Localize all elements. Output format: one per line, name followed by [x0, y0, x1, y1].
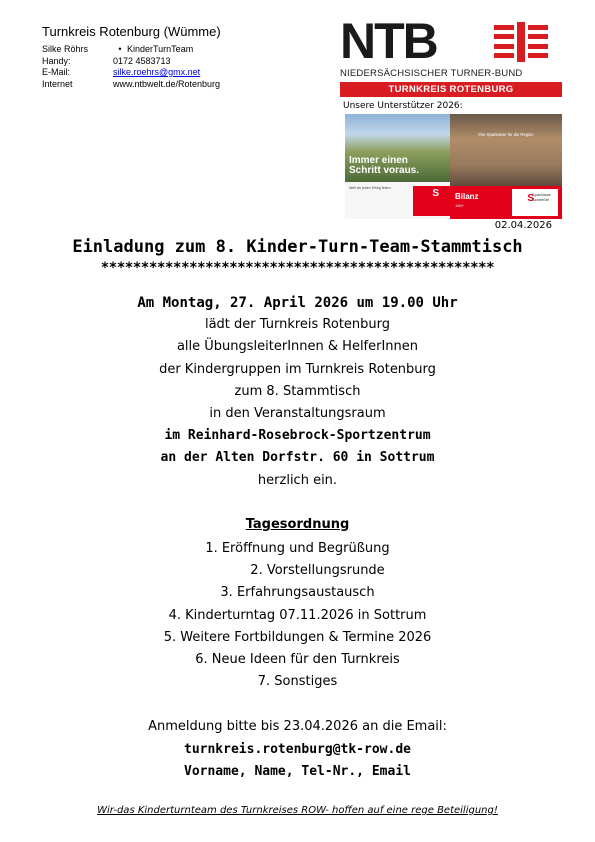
- registration-email[interactable]: turnkreis.rotenburg@tk-row.de: [184, 741, 411, 757]
- contact-team: KinderTurnTeam: [127, 44, 194, 54]
- ad2-bank-name: Sparkasse Scheeßel: [532, 192, 551, 202]
- document-date: 02.04.2026: [494, 220, 552, 231]
- ad-photo-street: [450, 114, 562, 186]
- agenda-item: 3. Erfahrungsaustausch: [220, 585, 375, 601]
- invitation-venue-1: im Reinhard-Rosebrock-Sportzentrum: [164, 428, 431, 444]
- sponsor-ad-2: [450, 114, 562, 219]
- agenda-item: 1. Eröffnung und Begrüßung: [205, 541, 390, 556]
- invitation-line-5: in den Veranstaltungsraum: [209, 406, 386, 422]
- agenda-item: 2. Vorstellungsrunde: [250, 563, 385, 579]
- turner-cross-icon: [490, 22, 552, 62]
- email-label: E-Mail:: [42, 67, 71, 77]
- registration-line: Anmeldung bitte bis 23.04.2026 an die Email:: [148, 719, 447, 734]
- ntb-logo-subtitle: NIEDERSÄCHSISCHER TURNER-BUND: [340, 68, 523, 79]
- sparkasse-logo-icon: S: [432, 188, 439, 199]
- footer-note: Wir-das Kinderturnteam des Turnkreises ROW- hoffen auf eine rege Beteiligung!: [97, 805, 498, 816]
- ntb-logo-bar: TURNKREIS ROTENBURG: [340, 82, 562, 97]
- registration-block: [0, 716, 595, 784]
- contact-row-email: [42, 67, 220, 79]
- ad1-slogan-line-2: Schritt voraus.: [349, 165, 420, 176]
- ntb-logo-letters: NTB: [340, 13, 437, 69]
- registration-fields: Vorname, Name, Tel-Nr., Email: [184, 764, 411, 779]
- invitation-venue-2: an der Alten Dorfstr. 60 in Sottrum: [160, 450, 435, 466]
- ad2-bilanz-sub: 150+: [455, 203, 465, 208]
- email-link[interactable]: silke.roehrs@gmx.net: [113, 67, 201, 77]
- invitation-line-1: lädt der Turnkreis Rotenburg: [204, 317, 391, 333]
- invitation-line-3: der Kindergruppen im Turnkreis Rotenburg: [159, 361, 436, 377]
- stars-divider: *************************************************: [100, 260, 495, 276]
- sponsor-ad-1: [345, 114, 457, 219]
- sponsors-label: Unsere Unterstützer 2026:: [343, 101, 463, 111]
- invitation-line-4: zum 8. Stammtisch: [234, 383, 361, 399]
- contact-row-internet: [42, 79, 220, 91]
- org-name: Turnkreis Rotenburg (Wümme): [42, 24, 221, 39]
- ad2-bilanz: Bilanz: [455, 192, 479, 201]
- agenda-item: 5. Weitere Fortbildungen & Termine 2026: [163, 629, 432, 645]
- agenda-list: [0, 538, 595, 693]
- agenda-heading: Tagesordnung: [245, 517, 350, 532]
- agenda-item: 7. Sonstiges: [257, 674, 338, 690]
- phone-label: Handy:: [42, 55, 71, 66]
- bullet-icon: •: [118, 44, 122, 54]
- internet-value: www.ntbwelt.de/Rotenburg: [113, 78, 221, 89]
- sparkasse-logo-icon: S: [527, 193, 534, 204]
- ad1-small-text: Weil wir jeden Erfolg feiern.: [349, 186, 392, 190]
- invitation-block: [0, 292, 595, 492]
- ad2-overlay-text: Ihre Sparkasse für die Region: [478, 132, 534, 137]
- ad1-slogan-line-1: Immer einen: [349, 155, 408, 166]
- contact-row-phone: [42, 56, 220, 68]
- invitation-line-6: herzlich ein.: [257, 472, 338, 488]
- page-title: Einladung zum 8. Kinder-Turn-Team-Stammtisch: [72, 237, 523, 257]
- contact-name: Silke Röhrs: [42, 44, 89, 54]
- invitation-line-2: alle ÜbungsleiterInnen & HelferInnen: [176, 339, 419, 355]
- contact-block: [42, 44, 220, 90]
- agenda-item: 6. Neue Ideen für den Turnkreis: [195, 652, 400, 668]
- agenda-item: 4. Kinderturntag 07.11.2026 in Sottrum: [168, 607, 427, 623]
- ad1-slogan: [349, 156, 419, 176]
- phone-value: 0172 4583713: [113, 55, 171, 66]
- invitation-when: Am Montag, 27. April 2026 um 19.00 Uhr: [137, 295, 458, 311]
- contact-row-name: [42, 44, 220, 56]
- internet-label: Internet: [42, 78, 73, 89]
- ntb-logo: [340, 13, 565, 97]
